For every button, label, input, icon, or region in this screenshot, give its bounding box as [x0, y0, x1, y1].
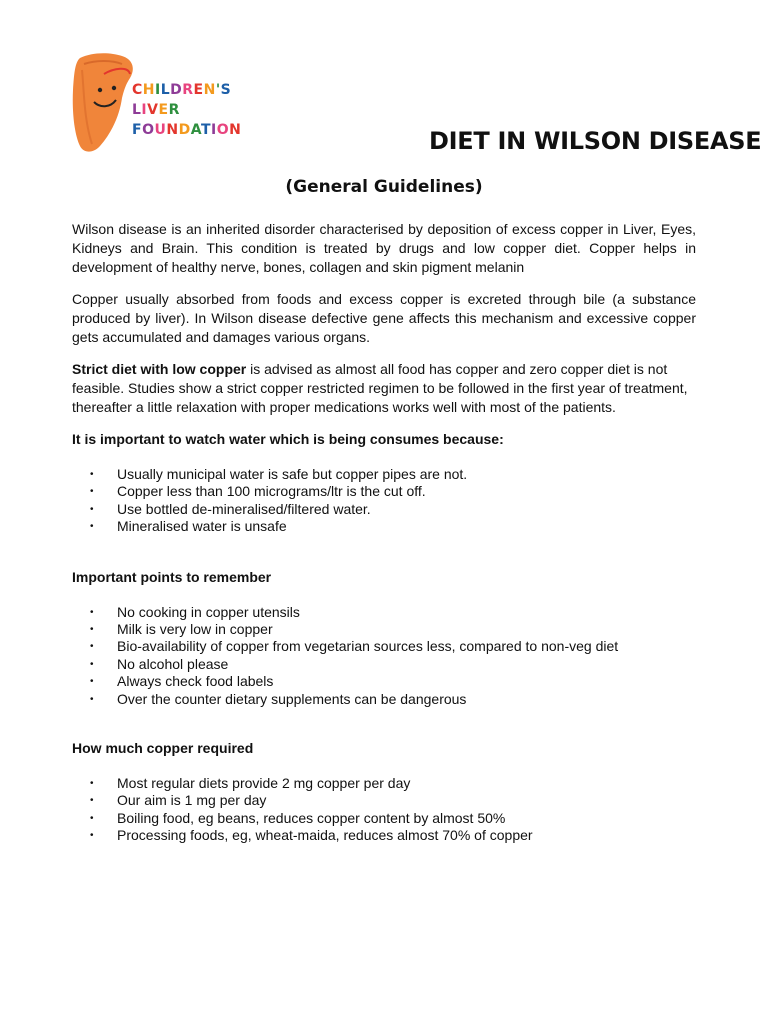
- list-item: • No alcohol please: [72, 656, 696, 673]
- list-item: • Processing foods, eg, wheat-maida, reduces almost 70% of copper: [72, 827, 696, 844]
- list-item: • Bio-availability of copper from vegetarian sources less, compared to non-veg diet: [72, 638, 696, 655]
- water-list: [72, 466, 696, 536]
- list-item: • Our aim is 1 mg per day: [72, 792, 696, 809]
- water-heading: It is important to watch water which is being consumes because:: [72, 431, 504, 447]
- list-item: • Boiling food, eg beans, reduces copper content by almost 50%: [72, 810, 696, 827]
- logo-line-3: FOUNDATION: [132, 122, 242, 138]
- liver-logo-icon: [70, 50, 138, 158]
- list-item: • Most regular diets provide 2 mg copper per day: [72, 775, 696, 792]
- list-item: • Mineralised water is unsafe: [72, 518, 696, 535]
- document-body: [72, 220, 696, 845]
- list-item: • Usually municipal water is safe but copper pipes are not.: [72, 466, 696, 483]
- list-item: • Always check food labels: [72, 673, 696, 690]
- strict-diet-paragraph: [72, 360, 696, 417]
- logo-line-2: LIVER: [132, 102, 180, 118]
- points-list: [72, 604, 696, 708]
- list-item: • Milk is very low in copper: [72, 621, 696, 638]
- logo-line-1: CHILDREN'S: [132, 82, 232, 98]
- page-subtitle: (General Guidelines): [285, 177, 483, 197]
- page-title: DIET IN WILSON DISEASE: [429, 127, 762, 155]
- absorption-paragraph: Copper usually absorbed from foods and excess copper is excreted through bile (a substance produced by liver). In Wilson disease defective gene affects this mechanism and excessive copper gets accumulated and damages various organs.: [72, 291, 696, 345]
- strict-diet-bold: Strict diet with low copper: [72, 361, 247, 377]
- list-item: • Over the counter dietary supplements can be dangerous: [72, 691, 696, 708]
- copper-required-list: [72, 775, 696, 845]
- list-item: • No cooking in copper utensils: [72, 604, 696, 621]
- intro-paragraph: Wilson disease is an inherited disorder characterised by deposition of excess copper in Liver, Eyes, Kidneys and Brain. This condition is treated by drugs and low copper diet. Copper helps in development of healthy nerve, bones, collagen and skin pigment melanin: [72, 221, 696, 275]
- strict-diet-text: is advised as almost all food has copper and zero copper diet is not feasible. Studies show a strict copper restricted regimen to be followed in the first year of treatment, thereafter a little relaxation with proper medications works well with most of the patients.: [72, 361, 688, 415]
- list-item: • Use bottled de-mineralised/filtered water.: [72, 501, 696, 518]
- points-heading: Important points to remember: [72, 568, 272, 585]
- logo-text: [132, 80, 241, 140]
- copper-required-heading: How much copper required: [72, 740, 254, 757]
- list-item: • Copper less than 100 micrograms/ltr is the cut off.: [72, 483, 696, 500]
- foundation-logo: [70, 50, 270, 160]
